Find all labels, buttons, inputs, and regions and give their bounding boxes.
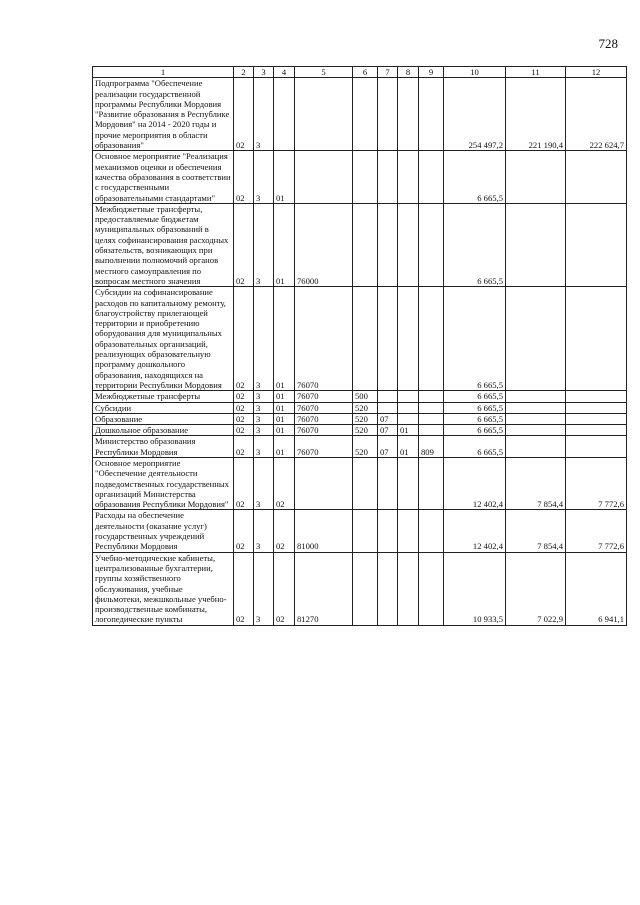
cell-amount-3 <box>566 436 627 458</box>
cell-expense-type <box>353 457 378 509</box>
cell-program: 02 <box>234 391 254 402</box>
cell-measure: 01 <box>274 402 295 413</box>
table-row <box>93 552 627 625</box>
cell-direction: 76070 <box>295 436 353 458</box>
table-row <box>93 457 627 509</box>
cell-subprogram: 3 <box>254 391 274 402</box>
col-header: 2 <box>234 67 254 78</box>
col-header: 12 <box>566 67 627 78</box>
cell-amount-3 <box>566 203 627 286</box>
cell-measure: 01 <box>274 436 295 458</box>
cell-subsection <box>398 203 419 286</box>
cell-measure: 01 <box>274 413 295 424</box>
row-name: Межбюджетные трансферты, предоставляемые бюджетам муниципальных образований в целях софинансирования расходных обязательств, возникающих при выполнении полномочий органов местного самоуправления по вопросам местного значения <box>93 203 234 286</box>
cell-expense-type <box>353 78 378 151</box>
cell-subsection <box>398 413 419 424</box>
cell-amount-1: 12 402,4 <box>444 510 506 552</box>
cell-subsection <box>398 552 419 625</box>
cell-section <box>378 510 398 552</box>
cell-ministry: 809 <box>419 436 444 458</box>
cell-expense-type: 520 <box>353 402 378 413</box>
cell-section <box>378 457 398 509</box>
row-name: Межбюджетные трансферты <box>93 391 234 402</box>
row-name: Дошкольное образование <box>93 425 234 436</box>
row-name: Основное мероприятие "Реализация механизмов оценки и обеспечения качества образования в соответствии с государственными образовательными стандартами" <box>93 151 234 203</box>
cell-subsection <box>398 457 419 509</box>
cell-amount-1: 6 665,5 <box>444 151 506 203</box>
cell-amount-2: 221 190,4 <box>506 78 566 151</box>
cell-expense-type <box>353 203 378 286</box>
cell-ministry <box>419 425 444 436</box>
row-name: Субсидии на софинансирование расходов по капитальному ремонту, благоустройству прилегающей территории и приобретению оборудования для муниципальных образовательных организаций, реализующих образовательную программу дошкольного образования, находящихся на территории Республики Мордовия <box>93 287 234 391</box>
cell-section <box>378 151 398 203</box>
cell-expense-type <box>353 287 378 391</box>
cell-expense-type: 520 <box>353 425 378 436</box>
cell-ministry <box>419 391 444 402</box>
cell-amount-2 <box>506 413 566 424</box>
cell-direction <box>295 457 353 509</box>
cell-measure: 01 <box>274 151 295 203</box>
cell-amount-2 <box>506 151 566 203</box>
table-row <box>93 425 627 436</box>
cell-direction: 76070 <box>295 425 353 436</box>
cell-amount-2 <box>506 402 566 413</box>
cell-amount-2: 7 022,9 <box>506 552 566 625</box>
budget-table <box>92 66 627 626</box>
row-name: Учебно-методические кабинеты, централизованные бухгалтерии, группы хозяйственного обслуживания, учебные фильмотеки, межшкольные учебно-производственные комбинаты, логопедические пункты <box>93 552 234 625</box>
table-row <box>93 287 627 391</box>
cell-amount-1: 6 665,5 <box>444 413 506 424</box>
cell-subprogram: 3 <box>254 457 274 509</box>
cell-amount-1: 6 665,5 <box>444 436 506 458</box>
col-header: 11 <box>506 67 566 78</box>
cell-subsection <box>398 287 419 391</box>
cell-program: 02 <box>234 402 254 413</box>
cell-ministry <box>419 402 444 413</box>
cell-subprogram: 3 <box>254 552 274 625</box>
cell-measure: 01 <box>274 287 295 391</box>
cell-program: 02 <box>234 510 254 552</box>
cell-measure: 02 <box>274 552 295 625</box>
cell-direction: 81270 <box>295 552 353 625</box>
table-row <box>93 203 627 286</box>
cell-expense-type: 520 <box>353 413 378 424</box>
cell-ministry <box>419 413 444 424</box>
cell-amount-2: 7 854,4 <box>506 510 566 552</box>
cell-subprogram: 3 <box>254 436 274 458</box>
row-name: Министерство образования Республики Мордовия <box>93 436 234 458</box>
cell-amount-2 <box>506 287 566 391</box>
cell-section <box>378 391 398 402</box>
cell-amount-3: 6 941,1 <box>566 552 627 625</box>
cell-amount-3 <box>566 151 627 203</box>
cell-section <box>378 287 398 391</box>
cell-ministry <box>419 151 444 203</box>
cell-measure: 02 <box>274 457 295 509</box>
table-row <box>93 78 627 151</box>
cell-subsection <box>398 510 419 552</box>
cell-ministry <box>419 287 444 391</box>
cell-direction <box>295 78 353 151</box>
cell-amount-3 <box>566 287 627 391</box>
cell-section: 07 <box>378 436 398 458</box>
col-header: 9 <box>419 67 444 78</box>
cell-amount-1: 6 665,5 <box>444 287 506 391</box>
cell-subprogram: 3 <box>254 287 274 391</box>
cell-section <box>378 402 398 413</box>
cell-program: 02 <box>234 203 254 286</box>
cell-subprogram: 3 <box>254 78 274 151</box>
row-name: Расходы на обеспечение деятельности (оказание услуг) государственных учреждений Республики Мордовия <box>93 510 234 552</box>
cell-program: 02 <box>234 425 254 436</box>
cell-subsection: 01 <box>398 425 419 436</box>
cell-subprogram: 3 <box>254 402 274 413</box>
cell-expense-type: 520 <box>353 436 378 458</box>
cell-section: 07 <box>378 425 398 436</box>
cell-amount-3 <box>566 402 627 413</box>
cell-program: 02 <box>234 78 254 151</box>
cell-ministry <box>419 552 444 625</box>
cell-subprogram: 3 <box>254 510 274 552</box>
cell-direction: 76070 <box>295 402 353 413</box>
cell-ministry <box>419 203 444 286</box>
table-row <box>93 391 627 402</box>
table-row <box>93 436 627 458</box>
col-header: 5 <box>295 67 353 78</box>
cell-amount-2 <box>506 203 566 286</box>
cell-program: 02 <box>234 457 254 509</box>
col-header: 4 <box>274 67 295 78</box>
col-header: 10 <box>444 67 506 78</box>
cell-subsection <box>398 78 419 151</box>
cell-amount-3 <box>566 425 627 436</box>
cell-measure: 01 <box>274 203 295 286</box>
cell-subsection: 01 <box>398 436 419 458</box>
cell-direction: 76070 <box>295 413 353 424</box>
cell-amount-3: 222 624,7 <box>566 78 627 151</box>
cell-expense-type <box>353 552 378 625</box>
cell-program: 02 <box>234 287 254 391</box>
cell-expense-type: 500 <box>353 391 378 402</box>
cell-measure: 01 <box>274 391 295 402</box>
cell-subsection <box>398 151 419 203</box>
cell-program: 02 <box>234 436 254 458</box>
table-row <box>93 510 627 552</box>
table-row <box>93 151 627 203</box>
cell-direction: 76000 <box>295 203 353 286</box>
col-header: 3 <box>254 67 274 78</box>
cell-ministry <box>419 457 444 509</box>
row-name: Образование <box>93 413 234 424</box>
cell-program: 02 <box>234 151 254 203</box>
cell-amount-3: 7 772,6 <box>566 510 627 552</box>
cell-amount-1: 6 665,5 <box>444 203 506 286</box>
table-row <box>93 413 627 424</box>
cell-direction <box>295 151 353 203</box>
cell-subprogram: 3 <box>254 425 274 436</box>
cell-amount-1: 6 665,5 <box>444 425 506 436</box>
cell-amount-2 <box>506 436 566 458</box>
cell-section <box>378 552 398 625</box>
cell-amount-2 <box>506 391 566 402</box>
cell-amount-1: 254 497,2 <box>444 78 506 151</box>
row-name: Подпрограмма "Обеспечение реализации государственной программы Республики Мордовия "Развитие образования в Республике Мордовия" на 2014 - 2020 годы и прочие мероприятия в области образования" <box>93 78 234 151</box>
cell-measure <box>274 78 295 151</box>
cell-program: 02 <box>234 552 254 625</box>
cell-section <box>378 78 398 151</box>
cell-section: 07 <box>378 413 398 424</box>
col-header: 6 <box>353 67 378 78</box>
cell-amount-2 <box>506 425 566 436</box>
cell-amount-1: 6 665,5 <box>444 402 506 413</box>
cell-measure: 02 <box>274 510 295 552</box>
row-name: Основное мероприятие "Обеспечение деятельности подведомственных государственных организаций Министерства образования Республики Мордовия" <box>93 457 234 509</box>
header-row <box>93 67 627 78</box>
cell-measure: 01 <box>274 425 295 436</box>
col-header: 7 <box>378 67 398 78</box>
cell-expense-type <box>353 151 378 203</box>
cell-amount-3 <box>566 413 627 424</box>
cell-amount-3: 7 772,6 <box>566 457 627 509</box>
cell-amount-1: 6 665,5 <box>444 391 506 402</box>
page-number: 728 <box>598 36 618 51</box>
cell-subsection <box>398 402 419 413</box>
cell-direction: 76070 <box>295 391 353 402</box>
row-name: Субсидии <box>93 402 234 413</box>
cell-subprogram: 3 <box>254 413 274 424</box>
cell-expense-type <box>353 510 378 552</box>
cell-program: 02 <box>234 413 254 424</box>
table-row <box>93 402 627 413</box>
cell-amount-1: 12 402,4 <box>444 457 506 509</box>
cell-amount-2: 7 854,4 <box>506 457 566 509</box>
cell-direction: 76070 <box>295 287 353 391</box>
cell-subsection <box>398 391 419 402</box>
cell-amount-3 <box>566 391 627 402</box>
cell-ministry <box>419 78 444 151</box>
cell-subprogram: 3 <box>254 151 274 203</box>
col-header: 8 <box>398 67 419 78</box>
cell-section <box>378 203 398 286</box>
col-header: 1 <box>93 67 234 78</box>
cell-subprogram: 3 <box>254 203 274 286</box>
cell-ministry <box>419 510 444 552</box>
cell-direction: 81000 <box>295 510 353 552</box>
cell-amount-1: 10 933,5 <box>444 552 506 625</box>
